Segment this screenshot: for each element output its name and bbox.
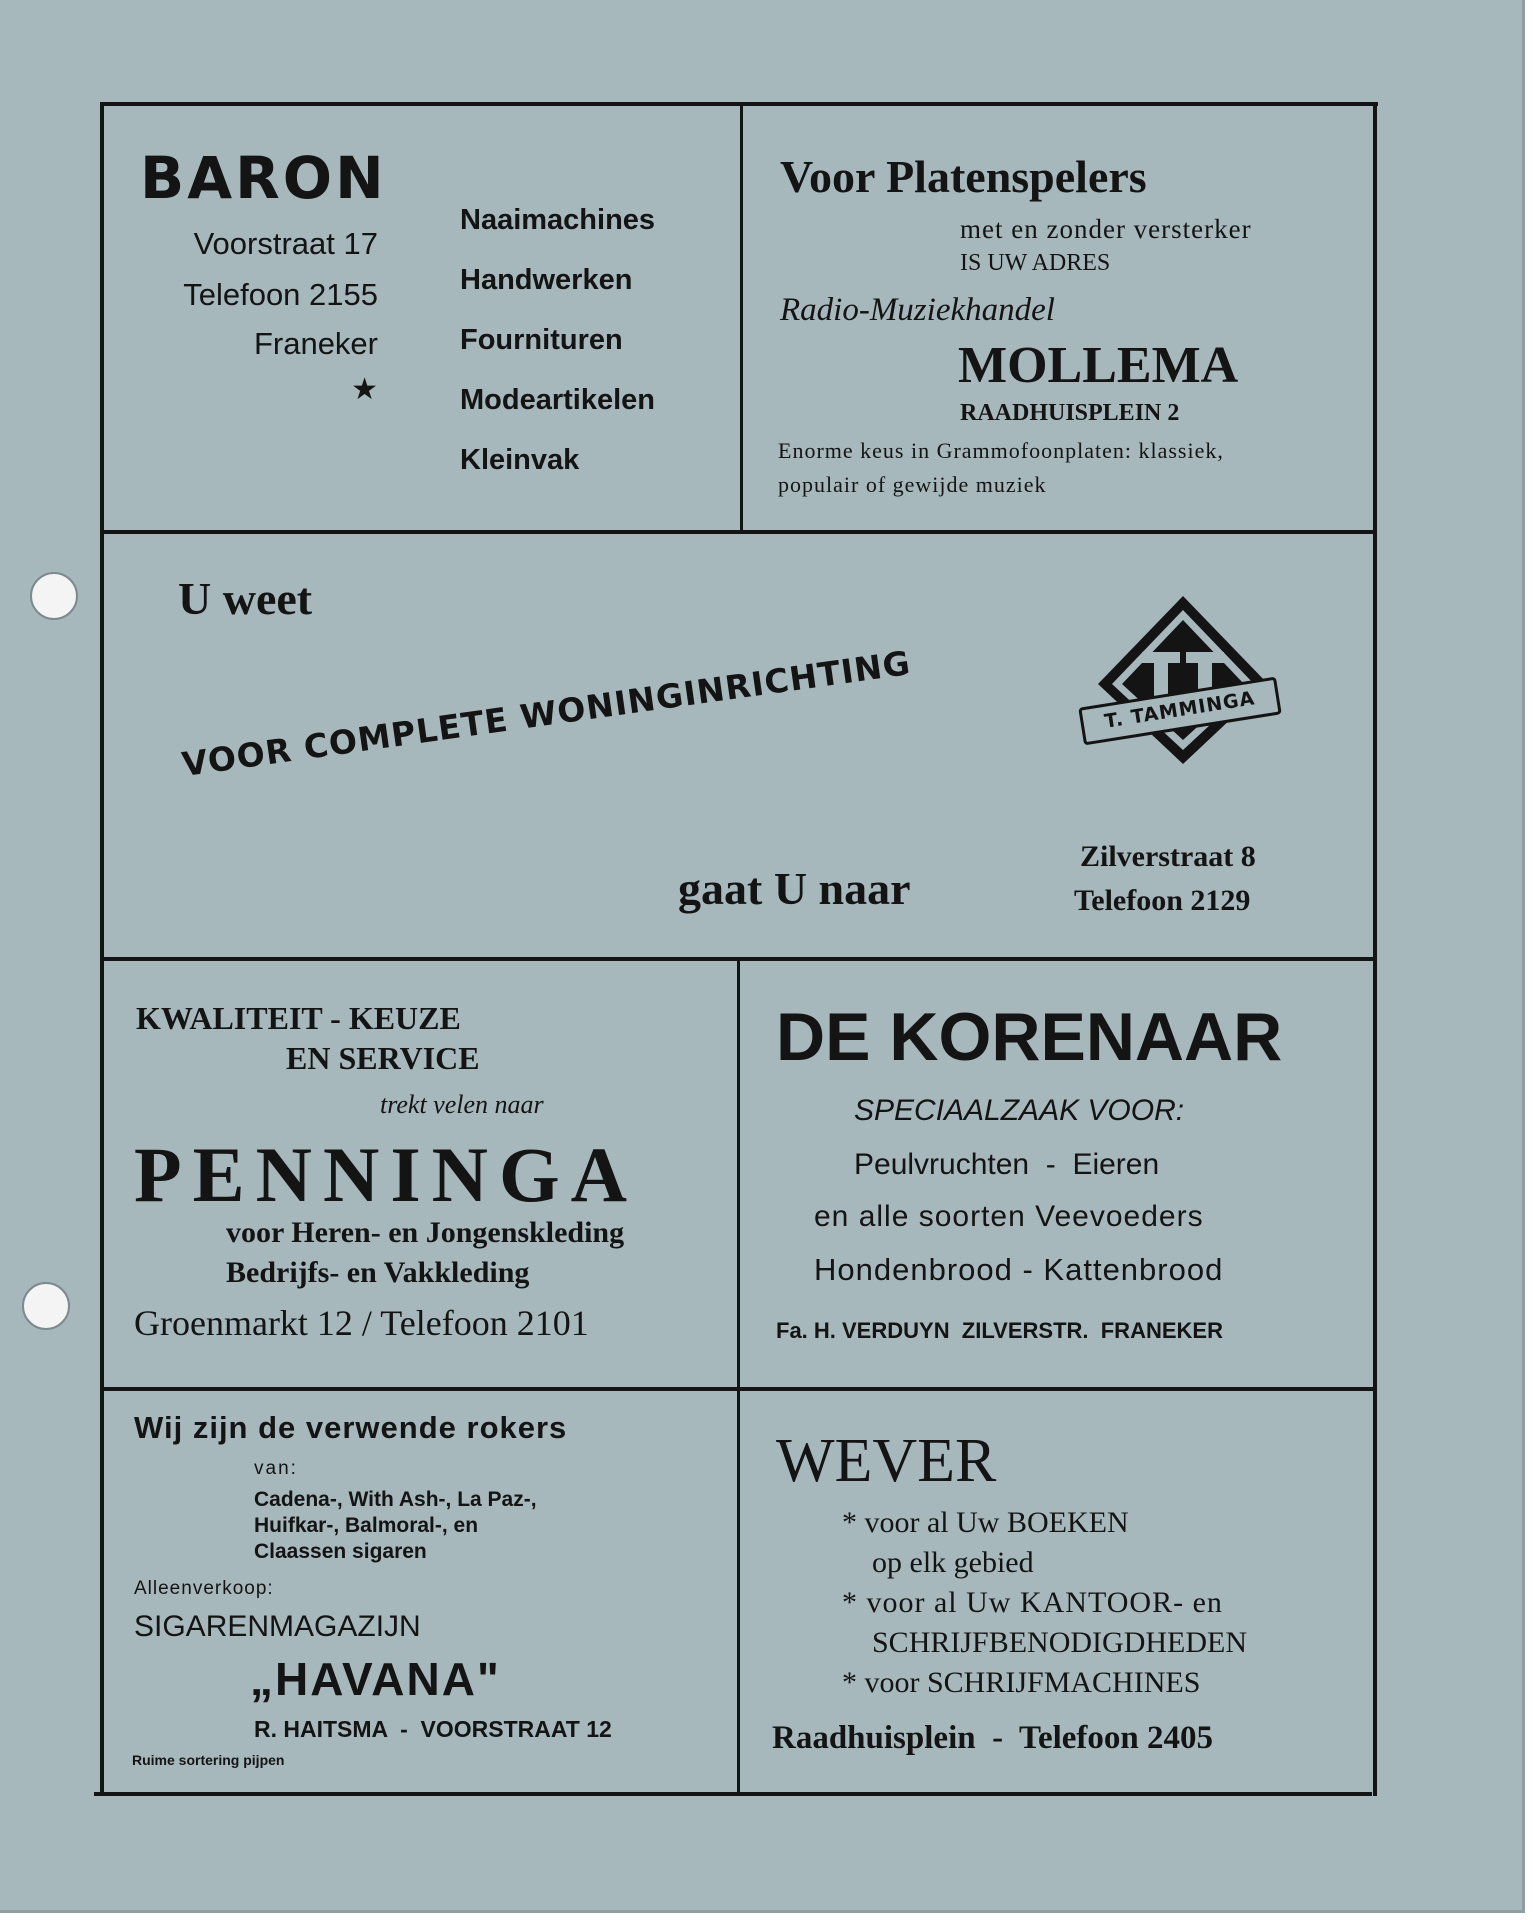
korenaar-line2: en alle soorten Veevoeders bbox=[814, 1200, 1204, 1233]
border-left bbox=[100, 102, 104, 1796]
baron-city: Franeker bbox=[253, 326, 378, 361]
havana-sole-sale: Alleenverkoop: bbox=[134, 1578, 274, 1599]
baron-product: Handwerken bbox=[460, 264, 633, 296]
baron-logo: BARON bbox=[140, 144, 387, 212]
mollema-description: Enorme keus in Grammofoonplaten: klassiek, bbox=[778, 438, 1224, 463]
divider-row-1 bbox=[100, 530, 1376, 534]
tamminga-address: Zilverstraat 8 bbox=[1080, 840, 1256, 873]
korenaar-name: DE KORENAAR bbox=[776, 999, 1283, 1075]
havana-footer: Ruime sortering pijpen bbox=[132, 1752, 285, 1768]
wever-item: * voor al Uw BOEKEN bbox=[842, 1506, 1129, 1539]
wever-item: * voor al Uw KANTOOR- en bbox=[842, 1586, 1223, 1619]
wever-item: op elk gebied bbox=[872, 1546, 1034, 1579]
penninga-address: Groenmarkt 12 / Telefoon 2101 bbox=[134, 1303, 589, 1343]
havana-brands: Cadena-, With Ash-, La Paz-, bbox=[254, 1488, 537, 1511]
tamminga-logo bbox=[1088, 592, 1278, 768]
tamminga-intro: U weet bbox=[178, 573, 313, 624]
border-top bbox=[100, 102, 1378, 106]
baron-product: Kleinvak bbox=[460, 444, 580, 476]
korenaar-line3: Hondenbrood - Kattenbrood bbox=[814, 1252, 1224, 1287]
penninga-name: PENNINGA bbox=[134, 1131, 639, 1218]
wever-name: WEVER bbox=[776, 1427, 997, 1495]
mollema-line1: met en zonder versterker bbox=[960, 214, 1252, 244]
tamminga-phone: Telefoon 2129 bbox=[1074, 884, 1251, 917]
mollema-headline: Voor Platenspelers bbox=[780, 151, 1147, 202]
havana-van: van: bbox=[254, 1458, 298, 1479]
penninga-line1: KWALITEIT - KEUZE bbox=[136, 1000, 461, 1036]
mollema-line2: IS UW ADRES bbox=[960, 250, 1111, 276]
wever-item: SCHRIJFBENODIGDHEDEN bbox=[872, 1626, 1248, 1659]
tamminga-slogan: VOOR COMPLETE WONINGINRICHTING bbox=[179, 643, 914, 784]
border-right bbox=[1373, 102, 1377, 1796]
havana-brands: Huifkar-, Balmoral-, en bbox=[254, 1514, 479, 1537]
baron-address: Voorstraat 17 bbox=[193, 226, 378, 261]
mollema-name: MOLLEMA bbox=[958, 337, 1239, 394]
penninga-line2: EN SERVICE bbox=[286, 1040, 480, 1076]
border-bottom bbox=[94, 1792, 1372, 1796]
wever-address: Raadhuisplein - Telefoon 2405 bbox=[772, 1720, 1214, 1756]
korenaar-line1: Peulvruchten - Eieren bbox=[854, 1148, 1160, 1181]
mollema-shop-type: Radio-Muziekhandel bbox=[780, 292, 1055, 328]
baron-product: Modeartikelen bbox=[460, 384, 655, 416]
penninga-line5: Bedrijfs- en Vakkleding bbox=[226, 1256, 530, 1289]
korenaar-subtitle: SPECIAALZAAK VOOR: bbox=[854, 1094, 1185, 1127]
star-icon: ★ bbox=[351, 373, 378, 406]
divider-col-top bbox=[740, 104, 743, 532]
baron-product: Naaimachines bbox=[460, 204, 656, 236]
havana-owner: R. HAITSMA - VOORSTRAAT 12 bbox=[254, 1716, 612, 1742]
penninga-line4: voor Heren- en Jongenskleding bbox=[226, 1216, 625, 1249]
tamminga-outro: gaat U naar bbox=[678, 863, 911, 914]
baron-phone: Telefoon 2155 bbox=[183, 277, 378, 312]
wever-item: * voor SCHRIJFMACHINES bbox=[842, 1666, 1201, 1699]
havana-brands: Claassen sigaren bbox=[254, 1540, 427, 1563]
korenaar-footer: Fa. H. VERDUYN ZILVERSTR. FRANEKER bbox=[776, 1318, 1223, 1343]
mollema-address: RAADHUISPLEIN 2 bbox=[960, 400, 1180, 426]
mollema-description: populair of gewijde muziek bbox=[778, 472, 1047, 497]
havana-headline: Wij zijn de verwende rokers bbox=[134, 1410, 568, 1445]
penninga-line3: trekt velen naar bbox=[380, 1090, 544, 1119]
havana-name: „HAVANA" bbox=[250, 1653, 501, 1705]
divider-col-bottom bbox=[737, 960, 740, 1794]
havana-shop: SIGARENMAGAZIJN bbox=[134, 1610, 421, 1643]
baron-product: Fournituren bbox=[460, 324, 623, 356]
tamminga-logo-label: T. TAMMINGA bbox=[1102, 687, 1257, 733]
